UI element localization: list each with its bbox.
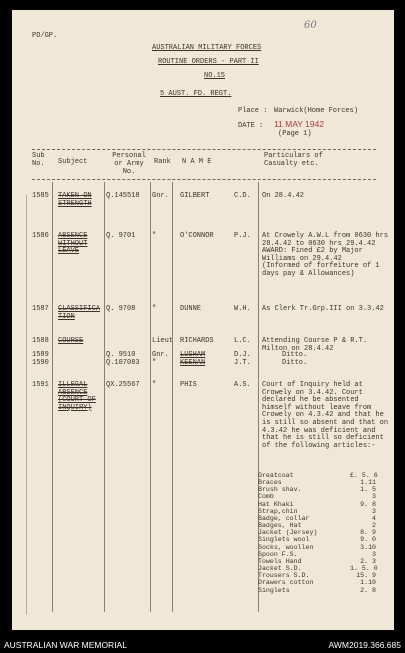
article-item: Badge, collar [258, 514, 310, 522]
entry-rank: " [152, 359, 157, 367]
article-value: 3 [372, 550, 376, 558]
entry-initials: L.C. [234, 337, 251, 345]
place-label: Place : [238, 107, 268, 115]
title-line-3: NO.15 [204, 72, 226, 80]
entry-sub-no: 1590 [32, 359, 49, 367]
entry-name: PHIS [180, 381, 197, 389]
article-value: 1.10 [360, 579, 376, 587]
entry-name: DUNNE [180, 305, 202, 313]
entry-initials: D.J. [234, 351, 251, 359]
article-item: Socks, woollen [258, 543, 314, 551]
entry-rank: " [152, 305, 157, 313]
entry-army-no: Q. 9510 [106, 351, 136, 359]
col-header-particulars: Particulars of Casualty etc. [264, 152, 323, 168]
article-row [258, 565, 376, 572]
article-value: 9. 8 [360, 500, 376, 508]
entry-name: KEENAN [180, 359, 206, 367]
article-value: 2. 8 [360, 586, 376, 594]
article-item: Singlets [258, 586, 290, 594]
entry-army-no: Q.107083 [106, 359, 140, 367]
entry-rank: Gnr. [152, 351, 169, 359]
article-value: 1. 5. 0 [350, 565, 378, 573]
entry-details: As Clerk Tr.Grp.III on 3.3.42 [262, 305, 384, 313]
article-row [258, 551, 376, 558]
article-row [258, 587, 376, 594]
entry-army-no: Q.145518 [106, 192, 140, 200]
title-line-1: AUSTRALIAN MILITARY FORCES [152, 44, 262, 52]
pen-page-number: 60 [304, 20, 317, 31]
article-row [258, 522, 376, 529]
article-item: Trousers S.D. [258, 572, 310, 580]
entry-army-no: Q. 9708 [106, 305, 136, 313]
entry-initials: P.J. [234, 232, 251, 240]
title-line-4: 5 AUST. FD. REGT. [160, 90, 232, 98]
article-value: 4 [372, 514, 376, 522]
article-value: £. 5. 6 [350, 472, 378, 479]
col-header-rank: Rank [154, 158, 171, 166]
col-divider [172, 182, 173, 612]
entry-sub-no: 1587 [32, 305, 49, 313]
article-row [258, 479, 376, 486]
article-value: 1.11 [360, 479, 376, 487]
article-row [258, 493, 376, 500]
deficient-articles-list [258, 472, 376, 594]
article-row [258, 572, 376, 579]
col-header-sub-no: Sub No. [32, 152, 45, 168]
entry-rank: Gnr. [152, 192, 169, 200]
entry-details: Attending Course P & R.T. Milton on 28.4.42 [262, 337, 368, 353]
article-item: Braces [258, 479, 282, 487]
archive-footer [0, 636, 405, 653]
entry-subject: CLASSIFICATION [58, 305, 101, 321]
title-line-2: ROUTINE ORDERS - PART II [158, 58, 259, 66]
article-row [258, 536, 376, 543]
article-value: 1. 5 [360, 486, 376, 494]
col-header-subject: Subject [58, 158, 88, 166]
doc-reference: PD/GP. [32, 32, 58, 40]
article-item: Greatcoat [258, 472, 294, 479]
col-divider [52, 182, 53, 612]
article-row [258, 515, 376, 522]
article-value: 2. 3 [360, 557, 376, 565]
article-row [258, 558, 376, 565]
entry-sub-no: 1586 [32, 232, 49, 240]
entry-rank: " [152, 232, 157, 240]
entry-subject: ILLEGAL ABSENCE (COURT OF INQUIRY) [58, 381, 96, 412]
article-row [258, 544, 376, 551]
entry-sub-no: 1588 [32, 337, 49, 345]
entry-subject: ABSENCE WITHOUT LEAVE [58, 232, 88, 256]
entry-subject: COURSE [58, 337, 84, 345]
entry-sub-no: 1591 [32, 381, 49, 389]
entry-army-no: QX.25567 [106, 381, 140, 389]
article-item: Comb [258, 493, 274, 501]
article-item: Brush shav. [258, 486, 302, 494]
article-item: Drawers cotton [258, 579, 314, 587]
col-divider [150, 182, 151, 612]
article-row [258, 501, 376, 508]
article-item: Hat Khaki [258, 500, 294, 508]
entry-details: On 28.4.42 [262, 192, 305, 200]
header-rule-top [32, 149, 376, 150]
article-item: Jacket (Jersey) [258, 529, 318, 537]
article-row [258, 508, 376, 515]
entry-subject: TAKEN ON STRENGTH [58, 192, 92, 208]
margin-line [26, 195, 27, 615]
article-row [258, 472, 376, 479]
article-value: 9. 0 [360, 536, 376, 544]
article-value: 3.10 [360, 543, 376, 551]
entry-sub-no: 1589 [32, 351, 49, 359]
header-rule-bottom [32, 179, 376, 180]
place-value: Warwick(Home Forces) [274, 107, 359, 115]
col-header-army-no: Personal or Army No. [112, 152, 146, 176]
article-item: Towels Hand [258, 557, 302, 565]
article-value: 3 [372, 507, 376, 515]
footer-institution: AUSTRALIAN WAR MEMORIAL [4, 640, 127, 650]
entry-details: Ditto. [282, 351, 308, 359]
article-value: 2 [372, 522, 376, 530]
article-value: 8. 9 [360, 529, 376, 537]
entry-rank: Lieut [152, 337, 174, 345]
article-item: Strap,chin [258, 507, 298, 515]
article-item: Spoon F.S. [258, 550, 298, 558]
footer-accession-number: AWM2019.366.685 [328, 640, 401, 650]
entry-rank: " [152, 381, 157, 389]
article-row [258, 529, 376, 536]
date-stamp: 11 MAY 1942 [274, 119, 325, 129]
entry-details: At Crowely A.W.L from 0630 hrs 28.4.42 to 0630 hrs 29.4.42 AWARD: Fined £2 by Major Williams on 29.4.42 (Informed of forfeiture of 1 days pay & Allowances) [262, 232, 389, 278]
article-item: Badges, Hat [258, 522, 302, 530]
col-divider [104, 182, 105, 612]
article-value: 15. 9 [356, 572, 376, 580]
article-row [258, 486, 376, 493]
entry-details: Ditto. [282, 359, 308, 367]
entry-initials: A.S. [234, 381, 251, 389]
date-label: DATE : [238, 122, 264, 130]
article-value: 3 [372, 493, 376, 501]
entry-initials: C.D. [234, 192, 251, 200]
entry-army-no: Q. 9701 [106, 232, 136, 240]
col-header-name: N A M E [182, 158, 212, 166]
entry-details: Court of Inquiry held at Crowely on 3.4.42. Court declared he be absented himself without leave from Crowely on 4.3.42 and that he is still so absent and that on 4.3.42 he was deficient and that he is still so deficient of the following articles:- [262, 381, 393, 450]
page-note: (Page 1) [278, 130, 312, 138]
article-item: Singlets wool [258, 536, 310, 544]
article-item: Jacket S.D. [258, 565, 302, 573]
entry-name: GILBERT [180, 192, 210, 200]
entry-name: O'CONNOR [180, 232, 214, 240]
entry-name: LUSHAM [180, 351, 206, 359]
entry-name: RICHARDS [180, 337, 214, 345]
entry-initials: W.H. [234, 305, 251, 313]
entry-sub-no: 1585 [32, 192, 49, 200]
entry-initials: J.T. [234, 359, 251, 367]
document-page [12, 10, 394, 630]
article-row [258, 579, 376, 586]
